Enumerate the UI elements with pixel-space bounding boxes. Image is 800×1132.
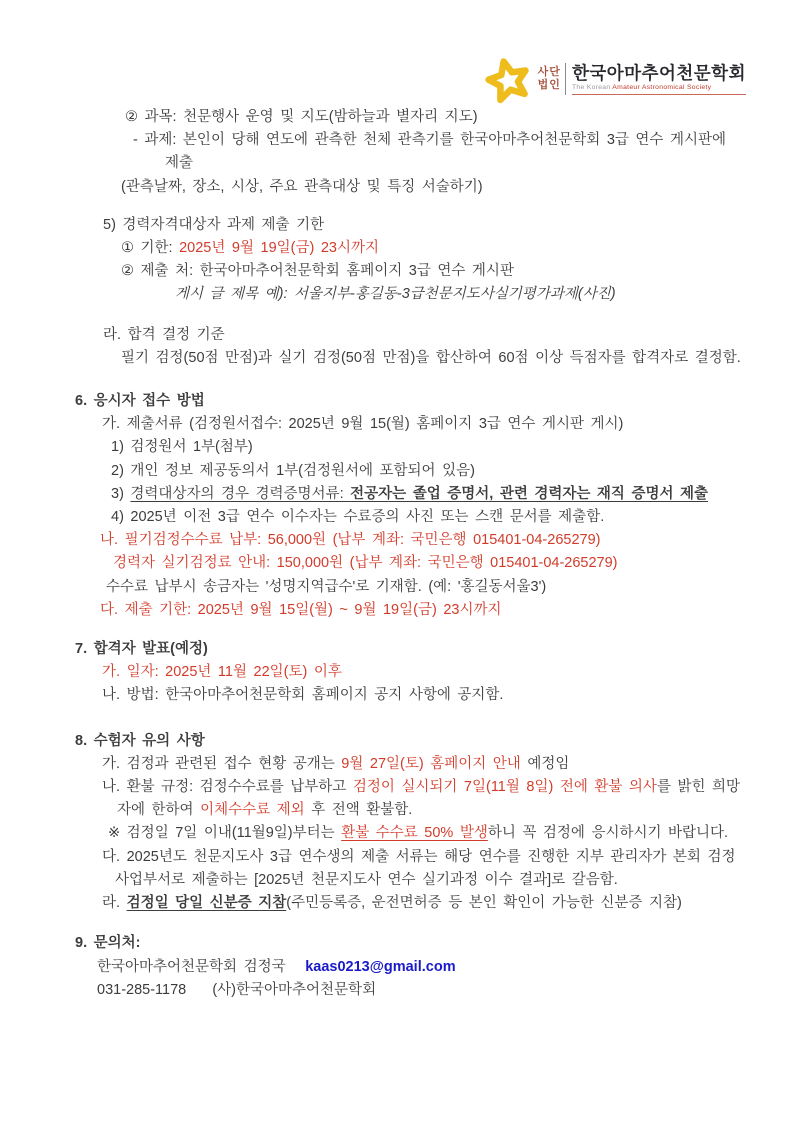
text-run: 라. 합격 결정 기준 [103, 326, 225, 343]
text-run: (주민등록증, 운전면허증 등 본인 확인이 가능한 신분증 지참) [286, 895, 682, 912]
doc-body [75, 106, 765, 1002]
text-run: 검정일 당일 신분증 지참 [126, 895, 287, 912]
doc-line [117, 799, 765, 822]
doc-line [115, 869, 765, 892]
text-run: 나. 방법: 한국아마추어천문학회 홈페이지 공지 사항에 공지함. [102, 687, 504, 704]
doc-line [121, 237, 765, 260]
text-run: 제출 [165, 155, 194, 172]
text-run: 2025년 9월 19일(금) 23시까지 [179, 240, 379, 257]
text-run: ② 제출 처: 한국아마추어천문학회 홈페이지 3급 연수 게시판 [121, 263, 514, 280]
org-tagline [572, 83, 746, 95]
text-run: 2) 개인 정보 제공동의서 1부(검정원서에 포함되어 있음) [111, 462, 475, 479]
text-run: ※ 검정일 7일 이내(11월9일)부터는 [108, 825, 342, 842]
text-run: 수수료 납부시 송금자는 '성명지역급수'로 기재함. (예: '홍길동서울3') [106, 578, 547, 595]
doc-line [111, 460, 765, 483]
text-run: ① 기한: [121, 240, 180, 257]
text-run: 예정임 [520, 755, 570, 772]
text-run: 031-285-1178 (사)한국아마추어천문학회 [97, 981, 377, 998]
text-run: 가. 검정과 관련된 접수 현황 공개는 [102, 755, 342, 772]
doc-line [102, 892, 765, 915]
doc-line [121, 347, 765, 370]
text-run: 다. 제출 기한: 2025년 9월 15일(월) ~ 9월 19일(금) 23시까지 [100, 601, 502, 618]
doc-line [102, 661, 765, 684]
doc-line [102, 684, 765, 707]
doc-line [133, 129, 765, 152]
text-run: 다. 2025년도 천문지도사 3급 연수생의 제출 서류는 해당 연수를 진행한 지부 관리자가 본회 검정 [102, 848, 736, 865]
doc-line [106, 576, 765, 599]
text-run: 5) 경력자격대상자 과제 제출 기한 [103, 216, 325, 233]
doc-line [165, 152, 765, 175]
text-run: 한국아마추어천문학회 검정국 [97, 958, 306, 975]
doc-line [102, 776, 765, 799]
text-run: 9월 27일(토) 홈페이지 안내 [341, 755, 521, 772]
org-type-line1: 사단 [537, 66, 561, 78]
doc-line [121, 260, 765, 283]
doc-line [103, 324, 765, 347]
text-run: 를 밝힌 희망 [656, 779, 741, 796]
text-run: 자에 한하여 [117, 802, 201, 819]
text-run: 환불 수수료 50% 발생 [341, 825, 488, 842]
text-run: 나. 환불 규정: 검정수수료를 납부하고 [102, 779, 353, 796]
doc-line [75, 390, 765, 413]
text-run: 검정이 실시되기 7일(11월 8일) 전에 환불 의사 [352, 779, 657, 796]
doc-line [113, 552, 765, 575]
doc-line [75, 932, 765, 955]
text-run: 경력대상자의 경우 경력증명서류: [130, 485, 351, 502]
text-run: 필기 검정(50점 만점)과 실기 검정(50점 만점)을 합산하여 60점 이상 득점자를 합격자로 결정함. [121, 349, 741, 366]
org-logo [481, 54, 746, 104]
doc-line [100, 599, 765, 622]
text-run: 가. 일자: 2025년 11월 22일(토) 이후 [102, 664, 342, 681]
text-run: 게시 글 제목 예): 서울지부-홍길동-3급천문지도사실기평가과제(사진) [175, 286, 616, 303]
text-run: 사업부서로 제출하는 [2025년 천문지도사 연수 실기과정 이수 결과]로 갈음함. [115, 871, 618, 888]
doc-line [102, 753, 765, 776]
star-icon [481, 54, 535, 104]
text-run: 하니 꼭 검정에 응시하시기 바랍니다. [487, 825, 729, 842]
text-run: 전공자는 졸업 증명서, 관련 경력자는 재직 증명서 제출 [350, 485, 709, 502]
doc-line [111, 506, 765, 529]
text-run: 7. 합격자 발표(예정) [75, 641, 208, 658]
org-type-line2: 법인 [537, 79, 561, 91]
text-run: 1) 검정원서 1부(첨부) [111, 439, 253, 456]
text-run: 가. 제출서류 (검정원서접수: 2025년 9월 15(월) 홈페이지 3급 연수 게시판 게시) [102, 416, 624, 433]
doc-line [111, 436, 765, 459]
doc-line [125, 106, 765, 129]
doc-line [102, 413, 765, 436]
text-run: 나. 필기검정수수료 납부: 56,000원 (납부 계좌: 국민은행 015401-04-265279) [100, 532, 601, 549]
email-link[interactable]: kaas0213@gmail.com [305, 958, 456, 975]
doc-line [97, 979, 765, 1002]
text-run: 이체수수료 제외 [200, 802, 305, 819]
doc-line [97, 956, 765, 979]
doc-line [121, 176, 765, 199]
text-run: 4) 2025년 이전 3급 연수 이수자는 수료증의 사진 또는 스캔 문서를 제출함. [111, 509, 605, 526]
text-run: (관측날짜, 장소, 시상, 주요 관측대상 및 특징 서술하기) [121, 178, 483, 195]
doc-line [102, 846, 765, 869]
logo-divider [565, 63, 566, 95]
doc-line [100, 529, 765, 552]
text-run: 6. 응시자 접수 방법 [75, 393, 205, 410]
doc-line [103, 214, 765, 237]
text-run: - 과제: 본인이 당해 연도에 관측한 천체 관측기를 한국아마추어천문학회 3급 연수 게시판에 [133, 132, 726, 149]
doc-line [111, 483, 765, 506]
text-run: ② 과목: 천문행사 운영 및 지도(밤하늘과 별자리 지도) [125, 109, 478, 125]
text-run: 경력자 실기검정료 안내: 150,000원 (납부 계좌: 국민은행 015401-04-265279) [113, 555, 618, 572]
text-run: 9. 문의처: [75, 935, 141, 952]
text-run: 라. [102, 895, 127, 912]
text-run: 3) [111, 485, 131, 502]
text-run: 후 전액 환불함. [304, 802, 413, 819]
doc-line [108, 822, 765, 845]
org-tagline-gray: The Korean [571, 83, 613, 91]
text-run: 8. 수험자 유의 사항 [75, 732, 205, 749]
org-tagline-red: Amateur Astronomical Society [612, 83, 712, 91]
doc-line [175, 283, 765, 306]
doc-line [75, 638, 765, 661]
org-type-label [538, 66, 561, 92]
org-name: 한국아마추어천문학회 [571, 62, 746, 83]
doc-line [75, 730, 765, 753]
